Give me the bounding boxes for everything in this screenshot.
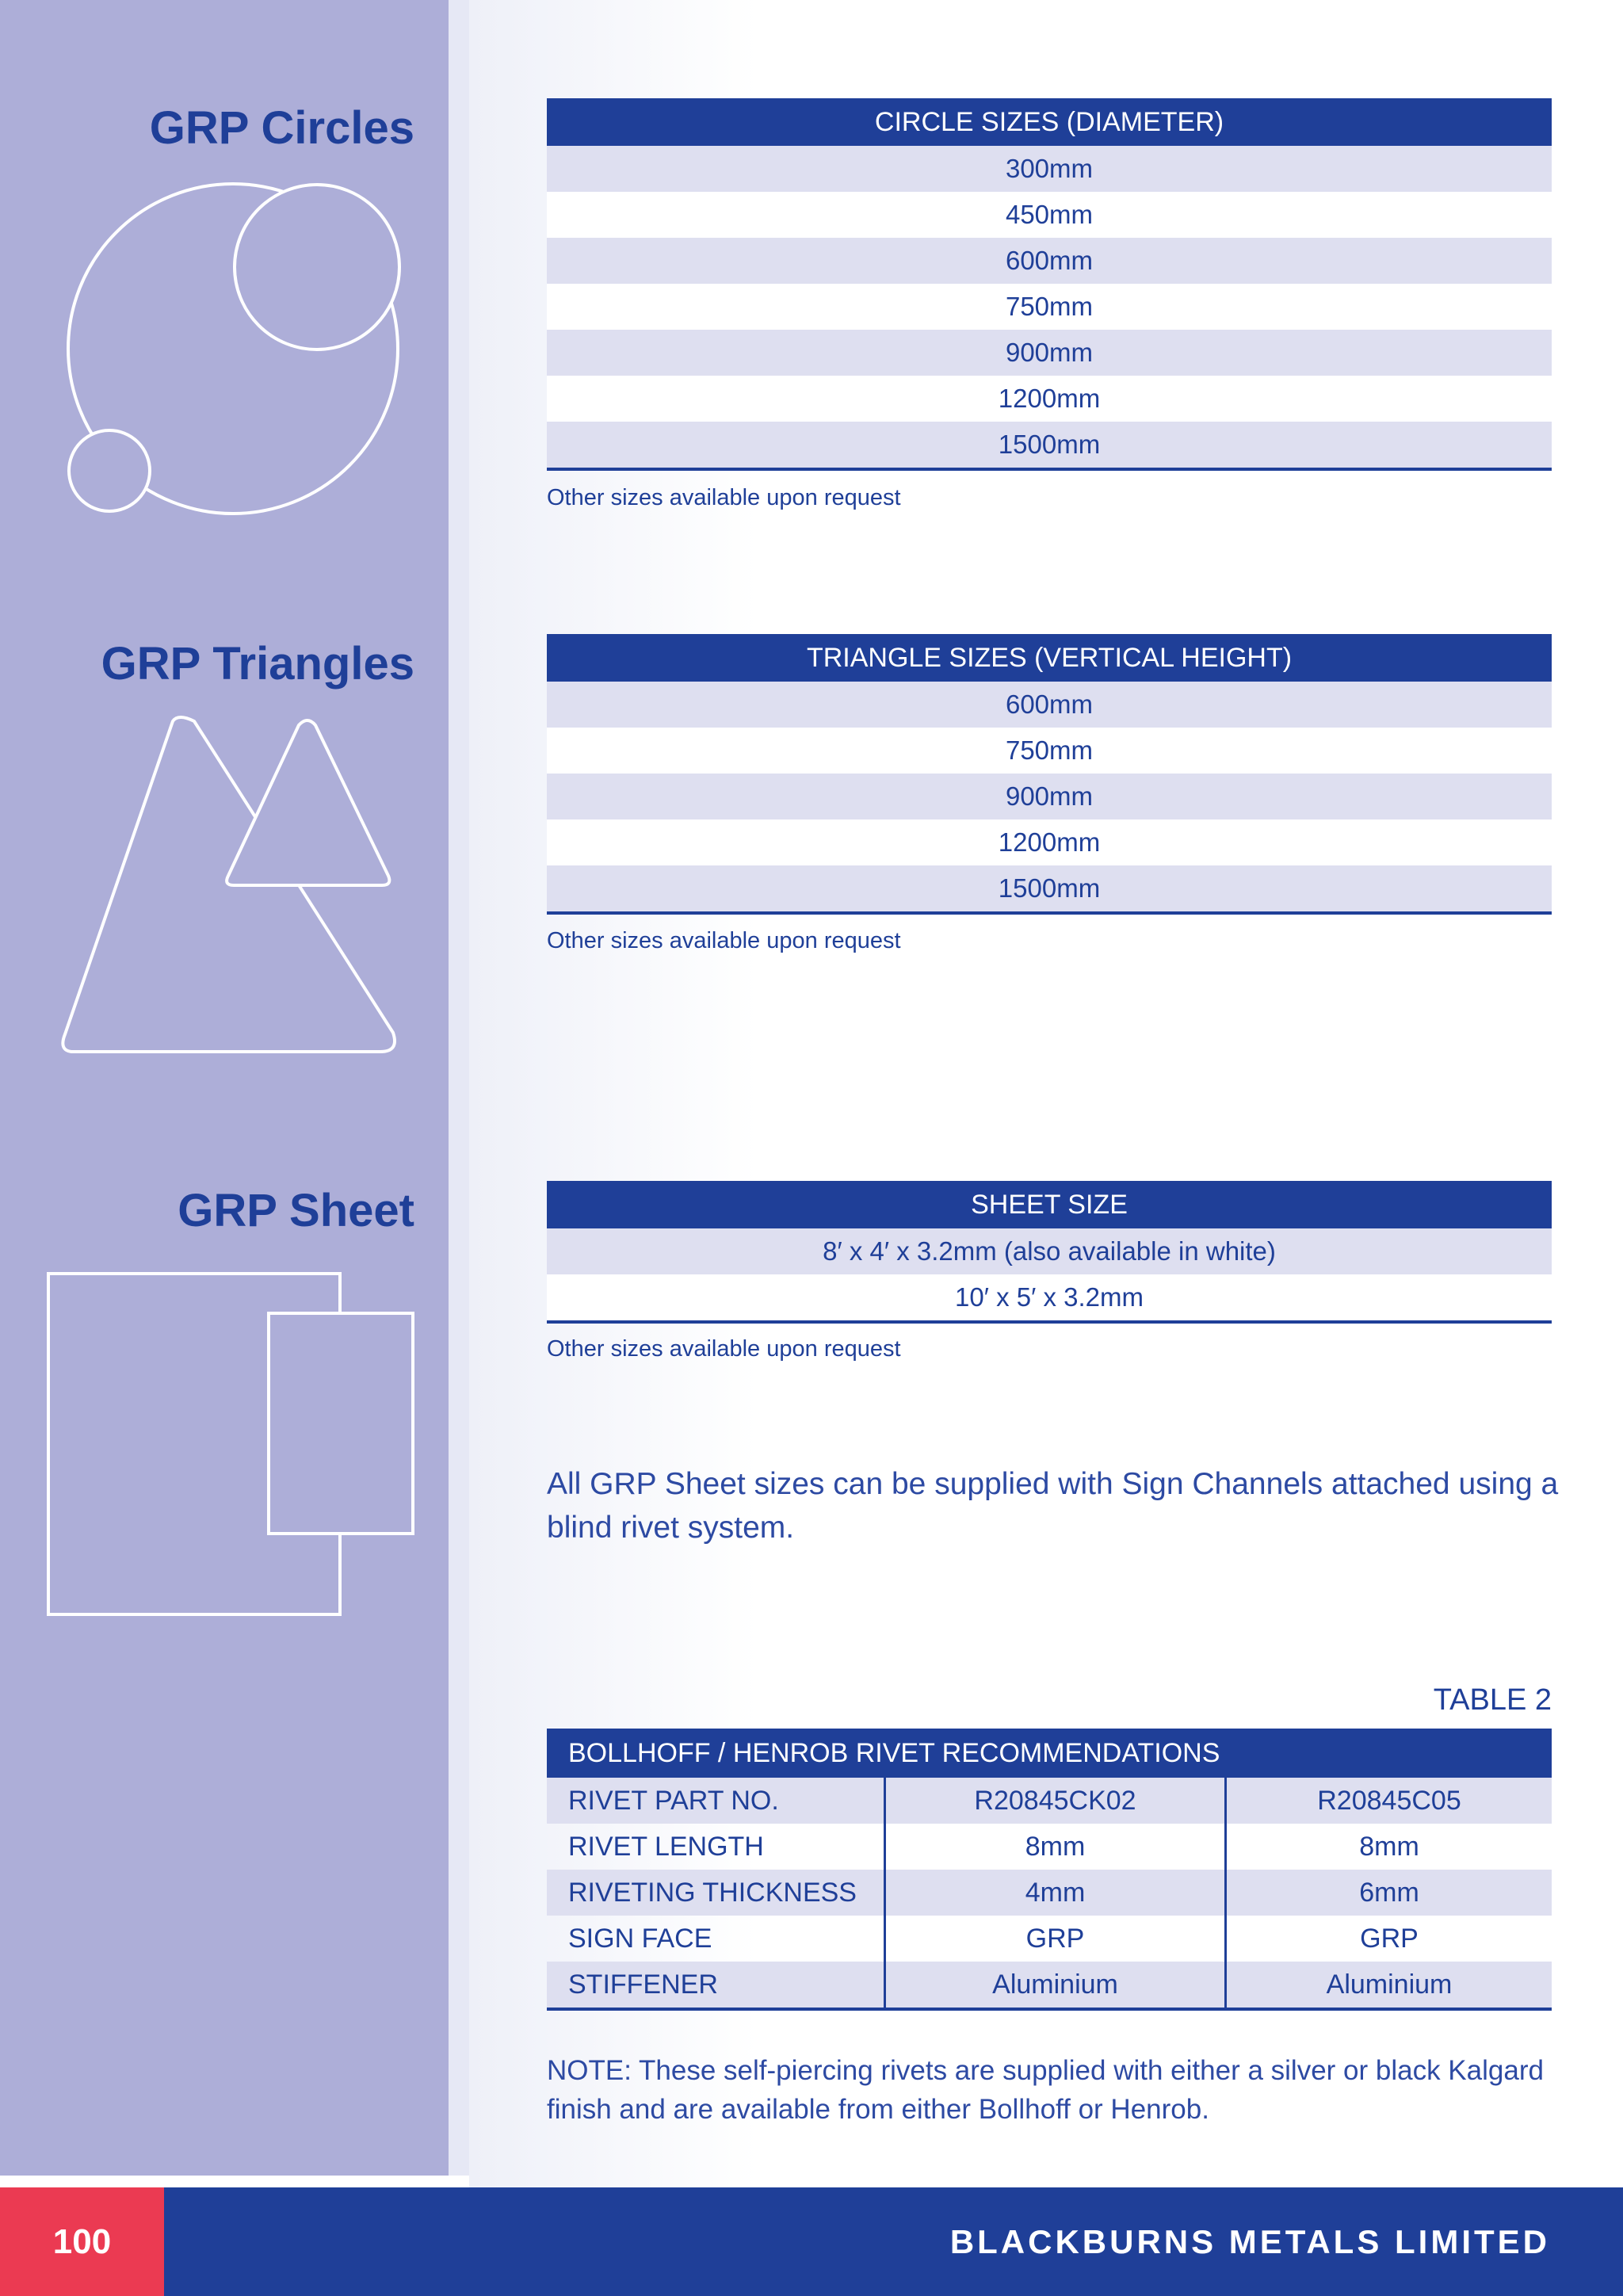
triangle-size-row: 1500mm [547,865,1552,911]
sheet-sizes-table [547,1181,1552,1324]
circle-sizes-header: CIRCLE SIZES (DIAMETER) [547,98,1552,146]
circles-icon [55,174,412,523]
table-cell: R20845C05 [1317,1786,1461,1816]
company-name: BLACKBURNS METALS LIMITED [949,2223,1550,2260]
row-label: STIFFENER [547,1962,886,2008]
circle-size-row: 600mm [547,238,1552,284]
table-row [547,1916,1552,1962]
circle-sizes-note: Other sizes available upon request [547,485,901,510]
rivet-recommendations-table [547,1729,1552,2011]
table-cell: R20845CK02 [886,1778,1227,1824]
triangle-sizes-note: Other sizes available upon request [547,928,901,953]
section-title-sheet: GRP Sheet [178,1185,414,1236]
table-row [547,1962,1552,2008]
triangle-size-row: 1200mm [547,819,1552,865]
table-cell: Aluminium [886,1962,1227,2008]
sheet-size-row: 8′ x 4′ x 3.2mm (also available in white) [547,1228,1552,1274]
rivet-note: NOTE: These self-piercing rivets are supplied with either a silver or black Kalgard finish and are available from either Bollhoff or Henrob. [547,2055,1544,2125]
section-title-circles: GRP Circles [149,102,414,154]
table-row [547,1778,1552,1824]
sheet-sizes-header: SHEET SIZE [547,1181,1552,1228]
page-number: 100 [0,2187,164,2296]
sidebar-edge [449,0,469,2176]
table-cell: GRP [886,1916,1227,1962]
sheet-sizes-note: Other sizes available upon request [547,1336,901,1362]
table-cell: 6mm [1359,1878,1419,1908]
sheet-size-row: 10′ x 5′ x 3.2mm [547,1274,1552,1320]
row-label: RIVETING THICKNESS [547,1870,886,1916]
table2-label: TABLE 2 [1433,1683,1552,1717]
triangle-size-row: 750mm [547,728,1552,774]
triangle-sizes-header: TRIANGLE SIZES (VERTICAL HEIGHT) [547,634,1552,682]
table-row [547,1824,1552,1870]
table-row [547,1870,1552,1916]
row-label: RIVET LENGTH [547,1824,886,1870]
circle-size-row: 1500mm [547,422,1552,468]
circle-size-row: 1200mm [547,376,1552,422]
triangle-size-row: 900mm [547,774,1552,819]
circle-size-row: 450mm [547,192,1552,238]
table-cell: Aluminium [1326,1969,1453,2000]
row-label: RIVET PART NO. [547,1778,886,1824]
sheet-icon [46,1271,418,1616]
triangles-icon [55,709,404,1062]
circle-size-row: 750mm [547,284,1552,330]
triangle-size-row: 600mm [547,682,1552,728]
circle-size-row: 300mm [547,146,1552,192]
table-cell: 8mm [886,1824,1227,1870]
row-label: SIGN FACE [547,1916,886,1962]
section-title-triangles: GRP Triangles [101,638,414,690]
table-cell: 8mm [1359,1832,1419,1862]
table-cell: 4mm [886,1870,1227,1916]
circle-sizes-table [547,98,1552,471]
sign-channels-paragraph: All GRP Sheet sizes can be supplied with Sign Channels attached using a blind rivet system. [547,1467,1559,1545]
triangle-sizes-table [547,634,1552,915]
circle-size-row: 900mm [547,330,1552,376]
table-cell: GRP [1360,1924,1419,1954]
rivet-table-header: BOLLHOFF / HENROB RIVET RECOMMENDATIONS [547,1729,1552,1778]
